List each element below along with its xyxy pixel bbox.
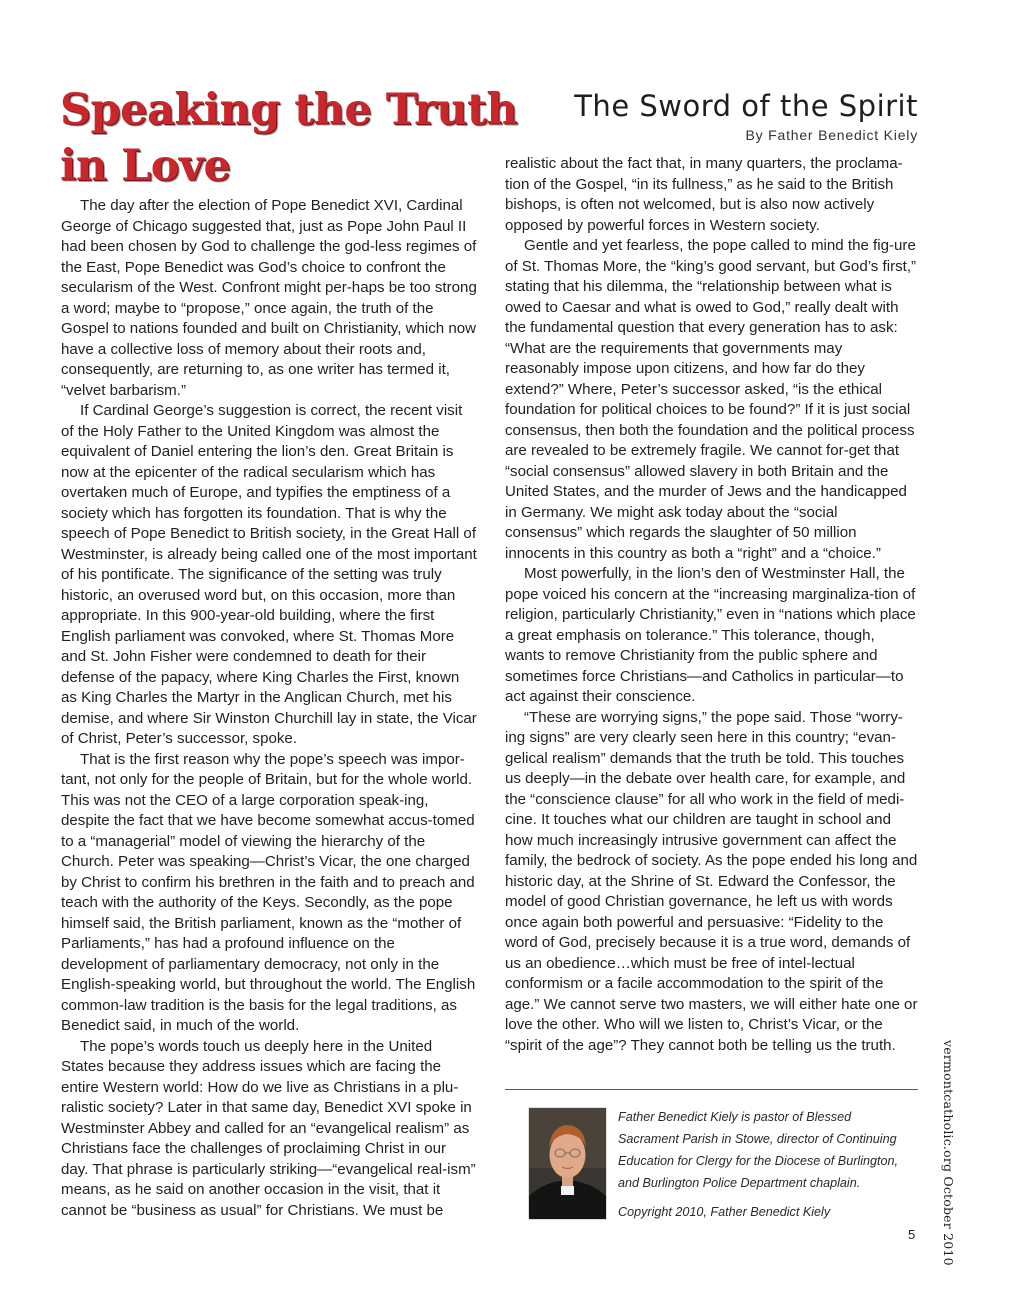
page-number: 5 [908,1227,916,1242]
column-title: The Sword of the Spirit [574,89,918,123]
body-paragraph: Gentle and yet fearless, the pope called to mind the fig-ure of St. Thomas More, the “king’s good servant, but God’s first,” stating that his dilemma, the “relationship between what is owed to Caesar and what is owed to God,” really dealt with the fundamental question that every generation has to ask: “What are the requirements that governments may reasonably impose upon citizens, and how far do they extend?” Where, Peter’s successor asked, “is the ethical foundation for political choices to be found?” If it is just social consensus, then both the foundation and the political process are revealed to be extremely fragile. We cannot for-get that “social consensus” allowed slavery in both Britain and the United States, and the murder of Jews and the handicapped in Germany. We might ask today about the “social consensus” which regards the slaughter of 50 million innocents in this country as both a “right” and a “choice.” [505,237,917,562]
copyright-notice: Copyright 2010, Father Benedict Kiely [618,1205,831,1219]
article-headline [60,82,518,194]
headline-line-2: in Love [60,141,231,191]
author-portrait-image [529,1108,606,1219]
author-bio: Father Benedict Kiely is pastor of Blessed Sacrament Parish in Stowe, director of Continuing Education for Clergy for the Diocese of Burlington, and Burlington Police Department chaplain. [618,1110,899,1190]
headline-line-1: Speaking the Truth [60,85,518,135]
body-paragraph: “These are worrying signs,” the pope said. Those “worry-ing signs” are very clearly seen here in this country; “evan-gelical realism” demands that the truth be told. This touches us deeply—in the debate over health care, for example, and the “conscience clause” for all who work in the field of medi-cine. It touches what our children are taught in school and how much increasingly intrusive government can affect the family, the bedrock of society. As the pope ended his long and historic day, at the Shrine of St. Edward the Confessor, the model of good Christian governance, he left us with words once again both powerful and persuasive: “Fidelity to the word of God, precisely because it is a true word, demands of us an obedience…which must be free of intel-lectual conformism or a facile accommodation to the spirit of the age.” We cannot serve two masters, we will either hate one or love the other. Who will we listen to, Christ’s Vicar, or the “spirit of the age”? They cannot both be telling us the truth. [505,708,918,1054]
body-paragraph: If Cardinal George’s suggestion is correct, the recent visit of the Holy Father to the United Kingdom was almost the equivalent of Daniel entering the lion’s den. Great Britain is now at the epicenter of the radical secularism which has overtaken much of Europe, and typifies the emptiness of a society which has forgotten its foundation. That is why the speech of Pope Benedict to British society, in the Great Hall of Westminster, is already being called one of the most important of his pontificate. The significance of the setting was truly historic, an overused word but, on this occasion, more than appropriate. In this 900-year-old building, where the first English parliament was convoked, where St. Thomas More and St. John Fisher were condemned to death for their defense of the papacy, where King Charles the First, known as King Charles the Martyr in the Anglican Church, met his demise, and where Sir Winston Churchill lay in state, the Vicar of Christ, Peter’s successor, spoke. [61,402,477,747]
body-paragraph: That is the first reason why the pope’s speech was impor-tant, not only for the people of Britain, but for the whole world. This was not the CEO of a large corporation speak-ing, despite the fact that we have become somewhat accus-tomed to a “managerial” model of viewing the hierarchy of the Church. Peter was speaking—Christ’s Vicar, the one charged by Christ to confirm his brethren in the faith and to preach and teach with the authority of the Keys. Secondly, as the pope himself said, the British parliament, known as the “mother of Parliaments,” has had a profound influence on the development of parliamentary democracy, not only in the English-speaking world, but throughout the world. The English common-law tradition is the basis for the legal traditions, as Benedict said, in much of the world. [61,750,476,1034]
body-paragraph: The pope’s words touch us deeply here in the United States because they address issues which are facing the entire Western world: How do we live as Christians in a plu-ralistic society? Later in that same day, Benedict XVI spoke in Westminster Abbey and called for an “evangelical realism” as Christians face the challenges of proclaiming Christ in our day. That phrase is particularly striking—“evangelical real-ism” means, as he said on another occasion in the visit, that it cannot be “business as usual” for Christians. We must be [61,1037,476,1219]
vertical-footer-text: vermontcatholic.org October 2010 [941,1040,956,1266]
left-text-column [61,196,477,1221]
continued-paragraph: realistic about the fact that, in many quarters, the proclama-tion of the Gospel, “in its fullness,” as he said to the British bishops, is often not welcomed, but is also now actively opposed by powerful forces in Western society. [505,155,903,234]
author-byline: By Father Benedict Kiely [745,127,918,143]
right-text-column [505,154,918,1056]
body-paragraph: Most powerfully, in the lion’s den of Westminster Hall, the pope voiced his concern at the “increasing marginaliza-tion of religion, particularly Christianity,” even in “nations which place a great emphasis on tolerance.” This tolerance, though, wants to remove Christianity from the public sphere and sometimes force Christians—and Catholics in particular—to act against their conscience. [505,565,916,705]
author-photo [528,1107,607,1220]
red-divider-line [505,1089,918,1090]
body-paragraph: The day after the election of Pope Benedict XVI, Cardinal George of Chicago suggested that, just as Pope John Paul II had been chosen by God to challenge the god-less regimes of the East, Pope Benedict was God’s choice to confront the secularism of the West. Confront might per-haps be too strong a word; maybe to “propose,” once again, the truth of the Gospel to nations founded and built on Christianity, which now have a collective loss of memory about their roots and, consequently, are returning to, as one writer has termed it, “velvet barbarism.” [61,197,477,399]
